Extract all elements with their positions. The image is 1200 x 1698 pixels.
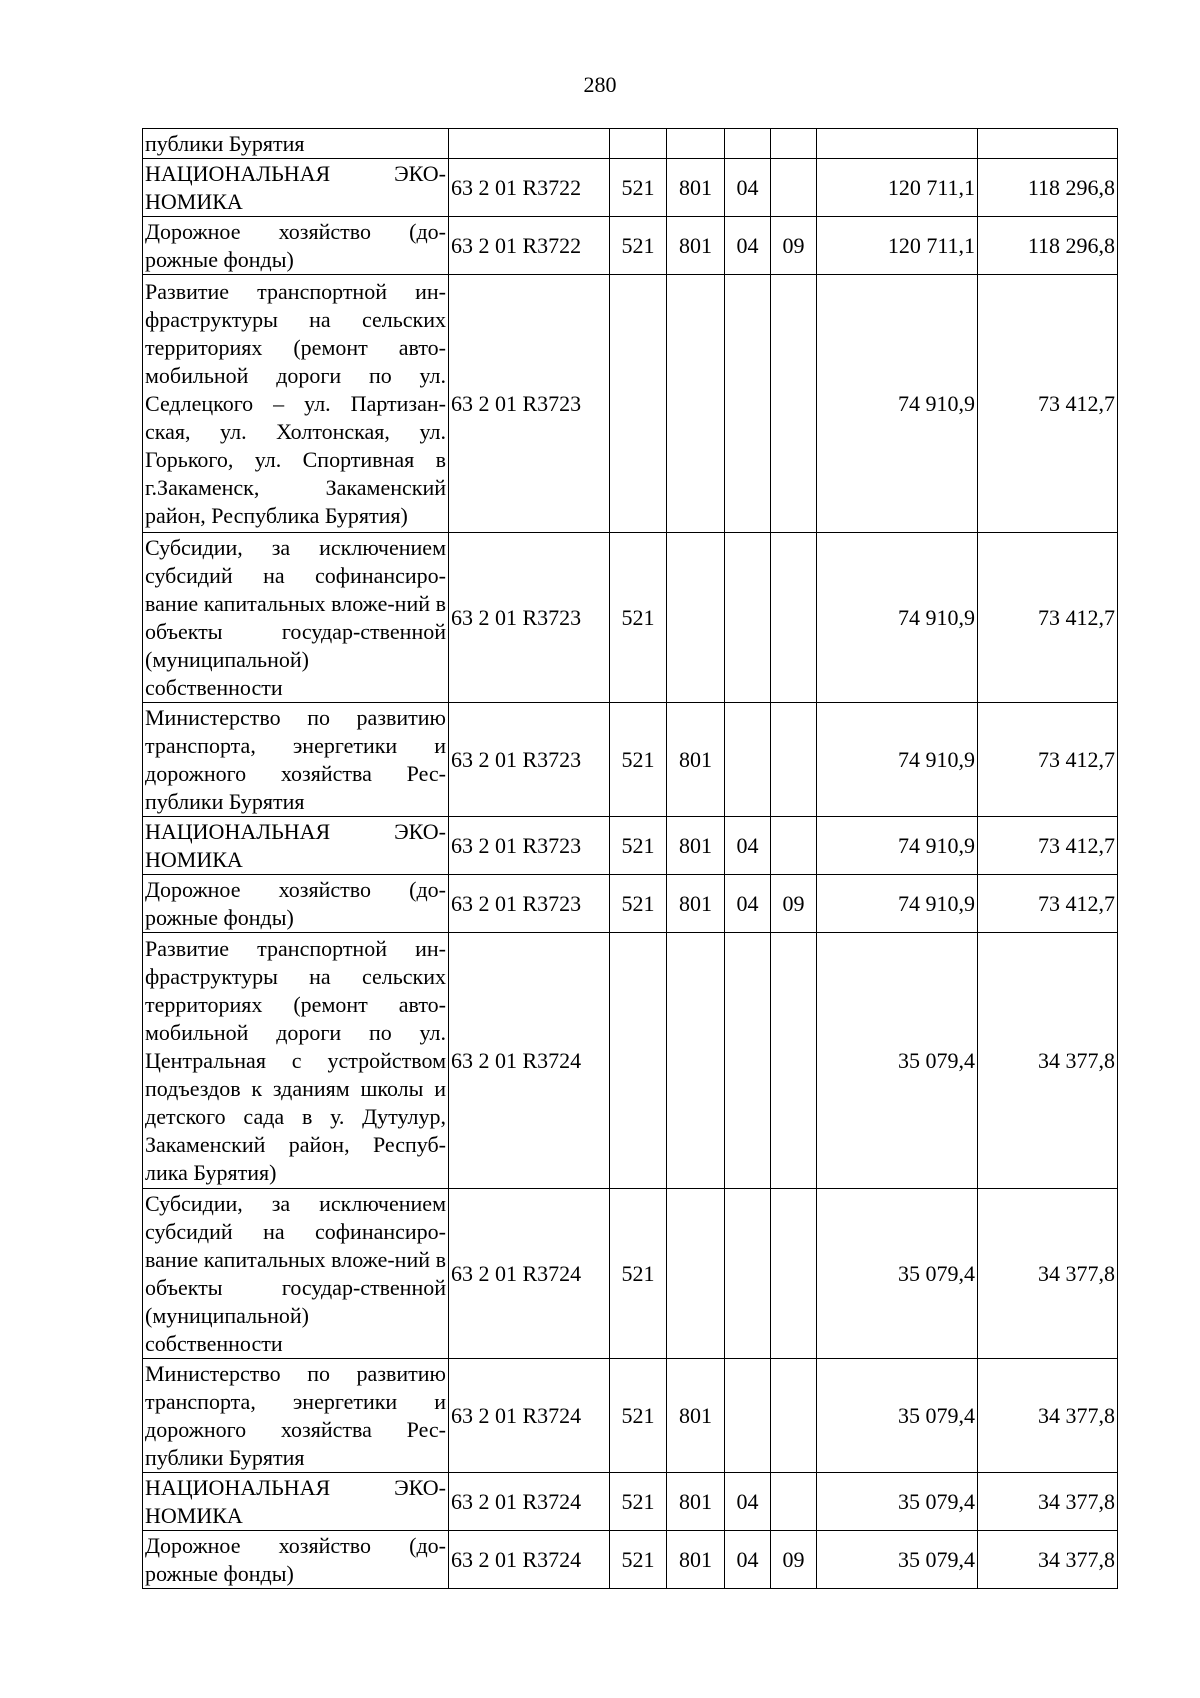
amount-year-2 [978,129,1118,159]
target-article-code: 63 2 01 R3723 [449,817,610,875]
target-article-code: 63 2 01 R3723 [449,533,610,703]
table-row [143,1189,1118,1359]
amount-year-1: 35 079,4 [817,1531,978,1589]
expense-type-code: 521 [610,817,667,875]
subsection-code [771,159,817,217]
table-row [143,703,1118,817]
section-code: 04 [725,1473,771,1531]
budget-table-body [143,129,1118,1589]
row-description: НАЦИОНАЛЬНАЯ ЭКО-НОМИКА [143,817,449,875]
target-article-code: 63 2 01 R3724 [449,1473,610,1531]
amount-year-1: 120 711,1 [817,159,978,217]
expense-type-code: 521 [610,217,667,275]
row-description: Дорожное хозяйство (до-рожные фонды) [143,1531,449,1589]
table-row [143,817,1118,875]
amount-year-1: 35 079,4 [817,1359,978,1473]
ministry-code: 801 [667,875,725,933]
ministry-code: 801 [667,1473,725,1531]
subsection-code [771,817,817,875]
row-description: Развитие транспортной ин-фраструктуры на сельских территориях (ремонт авто-мобильной дороги по ул. Седлецкого – ул. Партизан-ская, ул. Холтонская, ул. Горького, ул. Спортивная в г.Закаменск, Закаменский район, Республика Бурятия) [143,275,449,533]
amount-year-2: 118 296,8 [978,217,1118,275]
row-description: НАЦИОНАЛЬНАЯ ЭКО-НОМИКА [143,159,449,217]
table-row [143,129,1118,159]
expense-type-code: 521 [610,533,667,703]
expense-type-code [610,275,667,533]
expense-type-code: 521 [610,1189,667,1359]
table-row [143,159,1118,217]
amount-year-1: 35 079,4 [817,1473,978,1531]
row-description: Дорожное хозяйство (до-рожные фонды) [143,875,449,933]
section-code [725,533,771,703]
amount-year-2: 118 296,8 [978,159,1118,217]
row-description: Министерство по развитию транспорта, энергетики и дорожного хозяйства Рес-публики Бурятия [143,703,449,817]
ministry-code: 801 [667,217,725,275]
amount-year-2: 34 377,8 [978,1359,1118,1473]
target-article-code: 63 2 01 R3722 [449,159,610,217]
subsection-code [771,703,817,817]
amount-year-1: 120 711,1 [817,217,978,275]
table-row [143,217,1118,275]
row-description: Субсидии, за исключением субсидий на софинансиро-вание капитальных вложе-ний в объекты государ-ственной (муниципальной) собственности [143,1189,449,1359]
section-code: 04 [725,817,771,875]
table-row [143,875,1118,933]
ministry-code [667,275,725,533]
amount-year-1: 35 079,4 [817,1189,978,1359]
page-number: 280 [583,72,617,97]
amount-year-1: 35 079,4 [817,933,978,1189]
amount-year-2: 73 412,7 [978,817,1118,875]
expense-type-code: 521 [610,1473,667,1531]
section-code: 04 [725,159,771,217]
row-description: НАЦИОНАЛЬНАЯ ЭКО-НОМИКА [143,1473,449,1531]
section-code [725,1189,771,1359]
ministry-code [667,1189,725,1359]
target-article-code: 63 2 01 R3724 [449,1189,610,1359]
target-article-code: 63 2 01 R3723 [449,703,610,817]
table-row [143,533,1118,703]
subsection-code [771,275,817,533]
amount-year-1: 74 910,9 [817,817,978,875]
table-row [143,1473,1118,1531]
subsection-code: 09 [771,217,817,275]
subsection-code: 09 [771,1531,817,1589]
amount-year-2: 34 377,8 [978,1531,1118,1589]
ministry-code: 801 [667,1359,725,1473]
section-code: 04 [725,875,771,933]
target-article-code: 63 2 01 R3724 [449,1359,610,1473]
amount-year-2: 73 412,7 [978,533,1118,703]
row-description: Дорожное хозяйство (до-рожные фонды) [143,217,449,275]
amount-year-2: 73 412,7 [978,275,1118,533]
section-code [725,129,771,159]
budget-table [142,128,1118,1589]
target-article-code: 63 2 01 R3723 [449,875,610,933]
subsection-code [771,1473,817,1531]
target-article-code: 63 2 01 R3722 [449,217,610,275]
ministry-code [667,533,725,703]
expense-type-code: 521 [610,703,667,817]
ministry-code [667,129,725,159]
expense-type-code: 521 [610,1359,667,1473]
target-article-code: 63 2 01 R3724 [449,933,610,1189]
subsection-code [771,129,817,159]
amount-year-2: 73 412,7 [978,703,1118,817]
section-code [725,1359,771,1473]
section-code: 04 [725,1531,771,1589]
target-article-code: 63 2 01 R3723 [449,275,610,533]
expense-type-code [610,129,667,159]
row-description: Развитие транспортной ин-фраструктуры на сельских территориях (ремонт авто-мобильной дороги по ул. Центральная с устройством подъездов к зданиям школы и детского сада в у. Дутулур, Закаменский район, Респуб-лика Бурятия) [143,933,449,1189]
section-code [725,275,771,533]
amount-year-2: 73 412,7 [978,875,1118,933]
row-description: публики Бурятия [143,129,449,159]
row-description: Субсидии, за исключением субсидий на софинансиро-вание капитальных вложе-ний в объекты государ-ственной (муниципальной) собственности [143,533,449,703]
table-row [143,933,1118,1189]
table-row [143,1359,1118,1473]
table-row [143,1531,1118,1589]
row-description: Министерство по развитию транспорта, энергетики и дорожного хозяйства Рес-публики Бурятия [143,1359,449,1473]
section-code [725,703,771,817]
ministry-code: 801 [667,159,725,217]
expense-type-code: 521 [610,159,667,217]
subsection-code [771,933,817,1189]
subsection-code [771,1359,817,1473]
amount-year-2: 34 377,8 [978,1473,1118,1531]
amount-year-1 [817,129,978,159]
target-article-code [449,129,610,159]
ministry-code: 801 [667,703,725,817]
subsection-code: 09 [771,875,817,933]
subsection-code [771,1189,817,1359]
ministry-code: 801 [667,1531,725,1589]
section-code: 04 [725,217,771,275]
ministry-code: 801 [667,817,725,875]
amount-year-2: 34 377,8 [978,1189,1118,1359]
table-row [143,275,1118,533]
expense-type-code [610,933,667,1189]
expense-type-code: 521 [610,1531,667,1589]
subsection-code [771,533,817,703]
section-code [725,933,771,1189]
amount-year-1: 74 910,9 [817,703,978,817]
amount-year-1: 74 910,9 [817,275,978,533]
amount-year-1: 74 910,9 [817,875,978,933]
amount-year-1: 74 910,9 [817,533,978,703]
amount-year-2: 34 377,8 [978,933,1118,1189]
expense-type-code: 521 [610,875,667,933]
ministry-code [667,933,725,1189]
target-article-code: 63 2 01 R3724 [449,1531,610,1589]
